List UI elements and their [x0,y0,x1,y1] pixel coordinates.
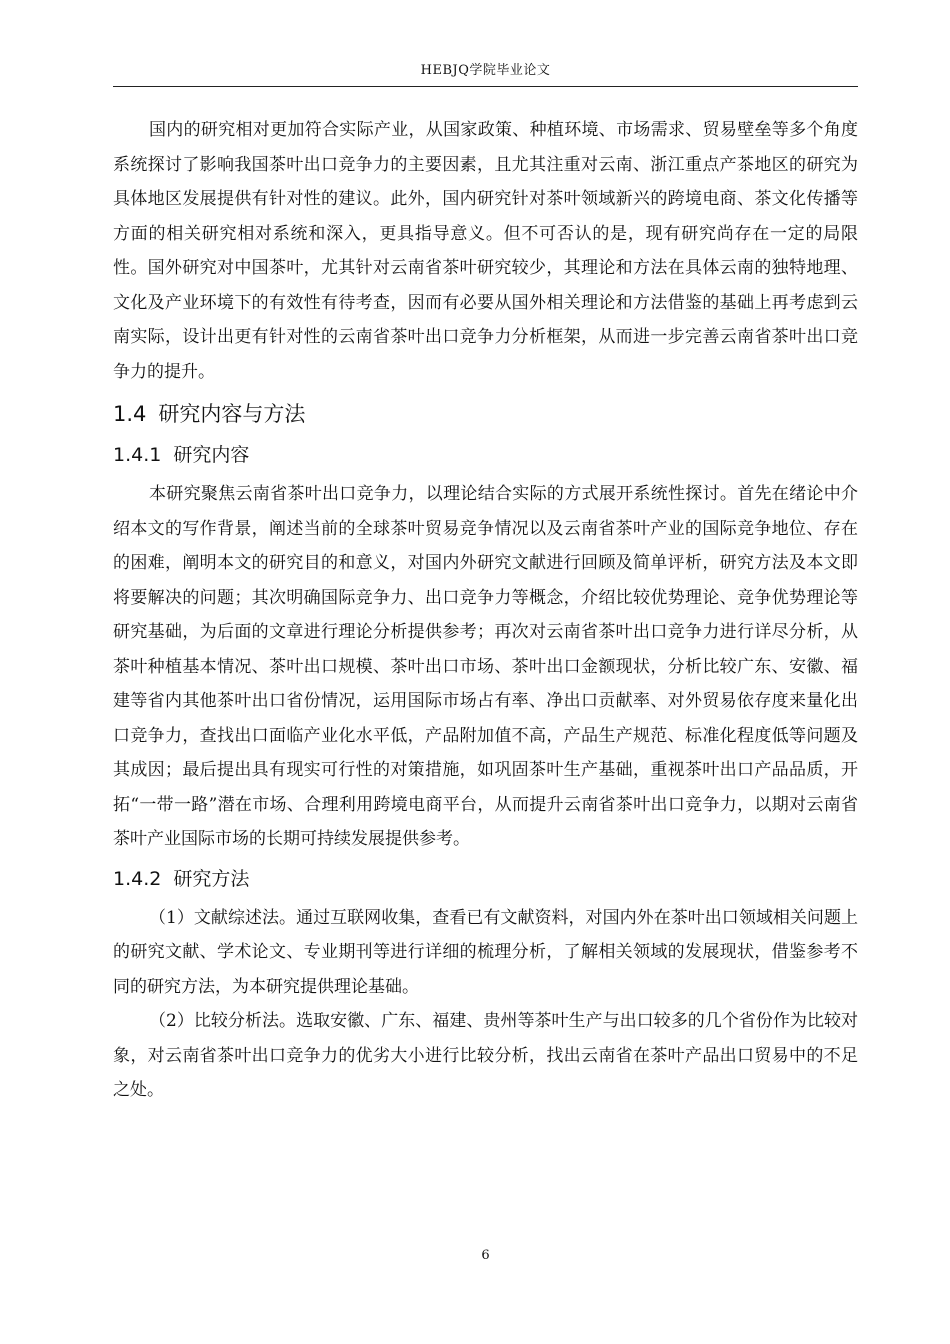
subsection-heading-1-4-2 [113,863,858,895]
section-heading-1-4 [113,397,858,431]
section-title: 研究内容与方法 [158,402,306,426]
page-number: 6 [481,1248,490,1263]
subsection-heading-1-4-1 [113,439,858,471]
research-content-paragraph: 本研究聚焦云南省茶叶出口竞争力，以理论结合实际的方式展开系统性探讨。首先在绪论中介绍本文的写作背景，阐述当前的全球茶叶贸易竞争情况以及云南省茶叶产业的国际竞争地位、存在的困难，阐明本文的研究目的和意义，对国内外研究文献进行回顾及简单评析，研究方法及本文即将要解决的问题；其次明确国际竞争力、出口竞争力等概念，介绍比较优势理论、竞争优势理论等研究基础，为后面的文章进行理论分析提供参考；再次对云南省茶叶出口竞争力进行详尽分析，从茶叶种植基本情况、茶叶出口规模、茶叶出口市场、茶叶出口金额现状，分析比较广东、安徽、福建等省内其他茶叶出口省份情况，运用国际市场占有率、净出口贡献率、对外贸易依存度来量化出口竞争力，查找出口面临产业化水平低，产品附加值不高，产品生产规范、标准化程度低等问题及其成因；最后提出具有现实可行性的对策措施，如巩固茶叶生产基础，重视茶叶出口产品品质，开拓“一带一路”潜在市场、合理利用跨境电商平台，从而提升云南省茶叶出口竞争力，以期对云南省茶叶产业国际市场的长期可持续发展提供参考。 [113,484,858,849]
method-comparative-analysis-paragraph: （2）比较分析法。选取安徽、广东、福建、贵州等茶叶生产与出口较多的几个省份作为比较对象，对云南省茶叶出口竞争力的优劣大小进行比较分析，找出云南省在茶叶产品出口贸易中的不足之处。 [113,1011,858,1100]
header-divider [113,86,858,87]
method-literature-review-paragraph: （1）文献综述法。通过互联网收集，查看已有文献资料，对国内外在茶叶出口领域相关问题上的研究文献、学术论文、专业期刊等进行详细的梳理分析，了解相关领域的发展现状，借鉴参考不同的研究方法，为本研究提供理论基础。 [113,907,858,997]
page-body [113,113,858,1108]
intro-paragraph: 国内的研究相对更加符合实际产业，从国家政策、种植环境、市场需求、贸易壁垒等多个角度系统探讨了影响我国茶叶出口竞争力的主要因素，且尤其注重对云南、浙江重点产茶地区的研究为具体地区发展提供有针对性的建议。此外，国内研究针对茶叶领域新兴的跨境电商、茶文化传播等方面的相关研究相对系统和深入，更具指导意义。但不可否认的是，现有研究尚存在一定的局限性。国外研究对中国茶叶，尤其针对云南省茶叶研究较少，其理论和方法在具体云南的独特地理、文化及产业环境下的有效性有待考查，因而有必要从国外相关理论和方法借鉴的基础上再考虑到云南实际，设计出更有针对性的云南省茶叶出口竞争力分析框架，从而进一步完善云南省茶叶出口竞争力的提升。 [113,120,858,382]
subsection-number: 1.4.1 [113,444,162,466]
subsection-title: 研究内容 [173,444,250,466]
subsection-title: 研究方法 [173,867,250,890]
subsection-number: 1.4.2 [113,867,162,890]
section-number: 1.4 [113,402,147,426]
running-header: HEBJQ学院毕业论文 [420,63,551,78]
